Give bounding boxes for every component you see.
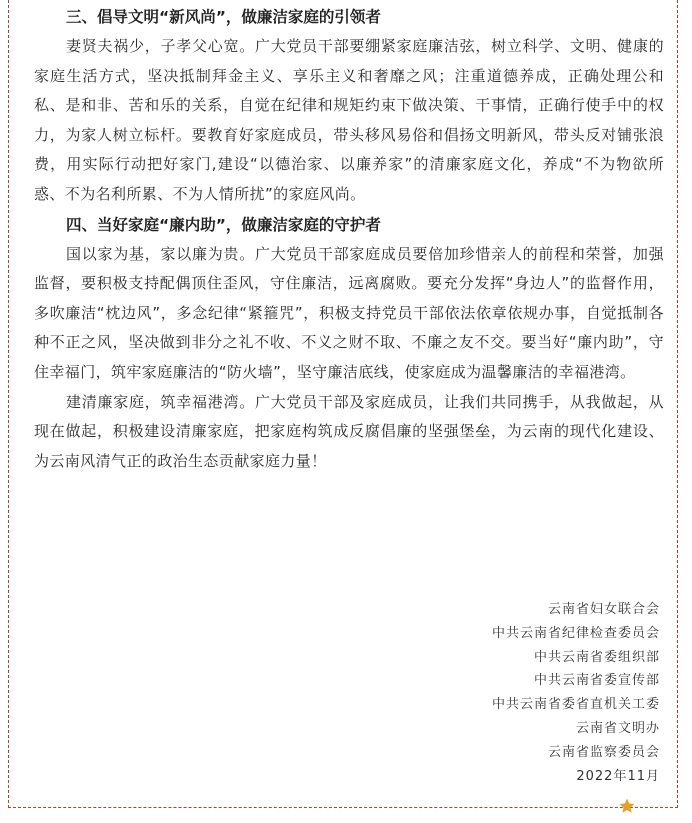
signatory: 中共云南省纪律检查委员会 xyxy=(491,625,660,641)
signatory: 云南省文明办 xyxy=(575,720,660,736)
document-date: 2022年11月 xyxy=(576,768,660,784)
section-3-heading: 三、倡导文明“新风尚”，做廉洁家庭的引领者 xyxy=(66,8,381,26)
signatory: 中共云南省委宣传部 xyxy=(533,673,660,689)
article-body xyxy=(34,2,664,476)
signatory: 中共云南省委省直机关工委 xyxy=(491,697,660,713)
section-4-paragraph-2: 建清廉家庭，筑幸福港湾。广大党员干部及家庭成员，让我们共同携手，从我做起，从现在做起，积极建设清廉家庭，把家庭构筑成反腐倡廉的坚强堡垒，为云南的现代化建设、为云南风清气正的政治生态贡献家庭力量！ xyxy=(34,392,664,470)
signatory: 云南省妇女联合会 xyxy=(547,602,660,617)
section-3-paragraph: 妻贤夫祸少，子孝父心宽。广大党员干部要绷紧家庭廉洁弦，树立科学、文明、健康的家庭生活方式，坚决抵制拜金主义、享乐主义和奢靡之风；注重道德养成，正确处理公和私、是和非、苦和乐的关系，自觉在纪律和规矩约束下做决策、干事情，正确行使手中的权力，为家人树立标杆。要教育好家庭成员，带头移风易俗和倡扬文明新风，带头反对铺张浪费，用实际行动把好家门,建设“以德治家、以廉养家”的清廉家庭文化，养成“不为物欲所惑、不为名利所累、不为人情所扰”的家庭风尚。 xyxy=(34,37,664,203)
signatory: 中共云南省委组织部 xyxy=(533,649,660,665)
section-4-paragraph-1: 国以家为基，家以廉为贵。广大党员干部家庭成员要倍加珍惜亲人的前程和荣誉，加强监督，要积极支持配偶顶住歪风，守住廉洁，远离腐败。要充分发挥“身边人”的监督作用，多吹廉洁“枕边风”，多念纪律“紧箍咒”，积极支持党员干部依法依章依规办事，自觉抵制各种不正之风，坚决做到非分之礼不收、不义之财不取、不廉之友不交。要当好“廉内助”，守住幸福门，筑牢家庭廉洁的“防火墙”，坚守廉洁底线，使家庭成为温馨廉洁的幸福港湾。 xyxy=(34,244,664,381)
star-icon xyxy=(618,797,636,815)
signatory-block xyxy=(492,598,660,788)
signatory: 云南省监察委员会 xyxy=(547,744,660,760)
section-4-heading: 四、当好家庭“廉内助”，做廉洁家庭的守护者 xyxy=(66,215,381,234)
